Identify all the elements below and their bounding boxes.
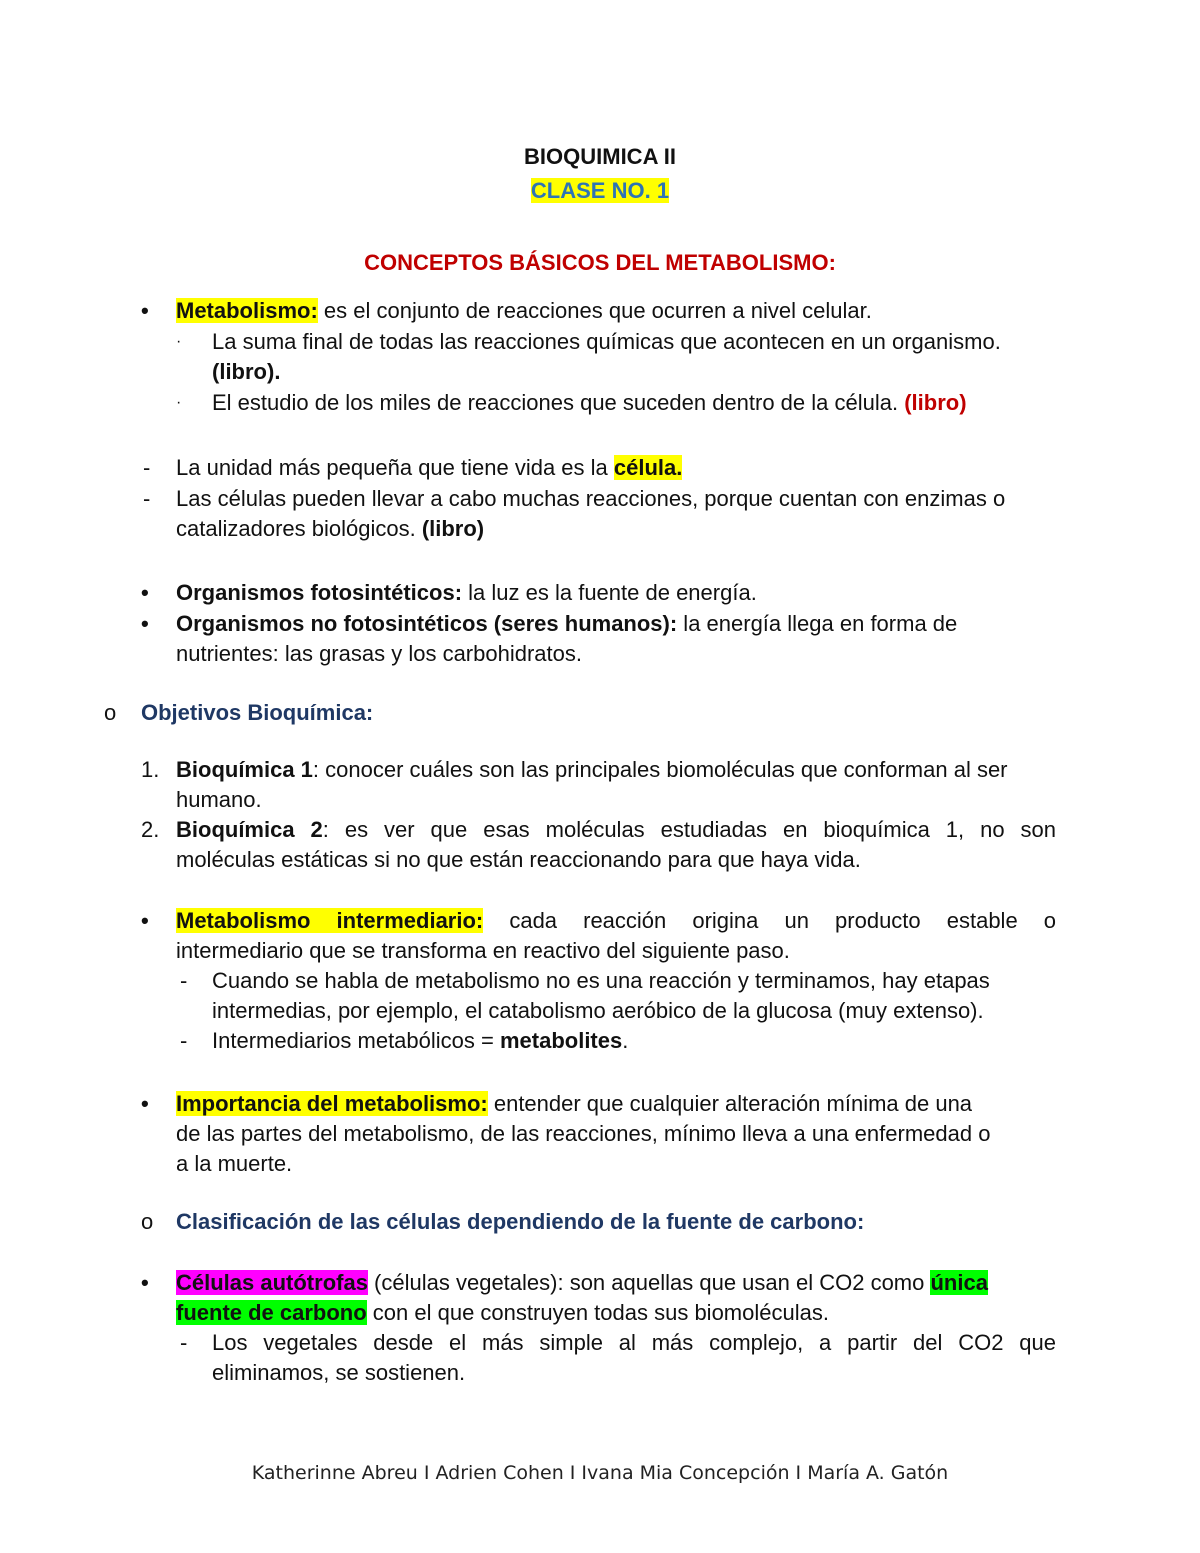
- metabolismo-def: es el conjunto de reacciones que ocurren a nivel celular.: [317, 298, 872, 323]
- objetivo-2-text: : es ver que esas moléculas estudiadas en bioquímica 1, no son: [322, 817, 1056, 842]
- metabolismo-sub2-text: El estudio de los miles de reacciones que suceden dentro de la célula.: [212, 390, 905, 415]
- bullet-marker: •: [141, 908, 149, 933]
- no-fotosinteticos-line2: nutrientes: las grasas y los carbohidratos.: [176, 641, 582, 666]
- bullet-marker: •: [141, 580, 149, 605]
- autotrofas-line1: [176, 1268, 988, 1298]
- dash-marker: -: [143, 455, 151, 480]
- metabolismo-sub1-line2: (libro).: [212, 359, 281, 384]
- dash-marker: -: [180, 968, 188, 993]
- autotrofas-s1-line1: Los vegetales desde el más simple al más complejo, a partir del CO2 que: [212, 1330, 1056, 1355]
- autotrofas-term: Células autótrofas: [176, 1270, 368, 1295]
- fotosinteticos-def: la luz es la fuente de energía.: [462, 580, 757, 605]
- objetivo-2-line1: [176, 815, 1056, 845]
- autotrofas-text1: (células vegetales): son aquellas que usan el CO2 como: [367, 1270, 931, 1295]
- intermediario-s2-text: Intermediarios metabólicos =: [212, 1028, 500, 1053]
- dash-marker: -: [180, 1028, 188, 1053]
- no-fotosinteticos-def: la energía llega en forma de: [677, 611, 958, 636]
- celula-d2-line1: Las células pueden llevar a cabo muchas reacciones, porque cuentan con enzimas o: [176, 486, 1006, 511]
- intermediario-line1: [176, 906, 1056, 936]
- bullet-marker: •: [141, 298, 149, 323]
- autotrofas-line2: [176, 1298, 829, 1328]
- objetivo-1-term: Bioquímica 1: [176, 757, 313, 782]
- dash-marker: -: [180, 1330, 188, 1355]
- metabolismo-sub2: [212, 388, 967, 418]
- objetivo-1-line2: humano.: [176, 787, 262, 812]
- bullet-marker: •: [141, 1270, 149, 1295]
- autotrofas-s1-line2: eliminamos, se sostienen.: [212, 1360, 466, 1385]
- importancia-line1: [176, 1089, 972, 1119]
- intermediario-s1-line1: Cuando se habla de metabolismo no es una reacción y terminamos, hay etapas: [212, 968, 990, 993]
- importancia-term: Importancia del metabolismo:: [176, 1091, 488, 1116]
- intermediario-s1-line2: intermedias, por ejemplo, el catabolismo aeróbico de la glucosa (muy extenso).: [212, 998, 984, 1023]
- document-title: BIOQUIMICA II: [524, 144, 676, 169]
- metabolismo-sub2-ref: (libro): [904, 390, 967, 415]
- metabolites-term: metabolites: [499, 1028, 623, 1053]
- intermediario-s2: [212, 1026, 628, 1056]
- objetivo-1-text: : conocer cuáles son las principales biomoléculas que conforman al ser: [312, 757, 1008, 782]
- celula-d1-text: La unidad más pequeña que tiene vida es la: [176, 455, 614, 480]
- objetivo-1-line1: [176, 755, 1008, 785]
- section-title: CONCEPTOS BÁSICOS DEL METABOLISMO:: [364, 250, 836, 275]
- bullet-marker: •: [141, 611, 149, 636]
- celula-d2-ref: (libro): [421, 516, 485, 541]
- objetivo-2-term: Bioquímica 2: [176, 817, 323, 842]
- clasificacion-heading: Clasificación de las células dependiendo de la fuente de carbono:: [176, 1209, 865, 1234]
- metabolismo-term: Metabolismo:: [176, 298, 318, 323]
- autotrofas-text2: con el que construyen todas sus biomoléculas.: [366, 1300, 829, 1325]
- page-footer-authors: Katherinne Abreu I Adrien Cohen I Ivana Mia Concepción I María A. Gatón: [251, 1462, 949, 1484]
- celula-dash1: [176, 453, 682, 483]
- intermediario-term: Metabolismo intermediario:: [176, 908, 484, 933]
- dot-marker: ·: [176, 394, 182, 411]
- circle-marker: o: [104, 700, 117, 725]
- class-number-line: [0, 176, 1200, 206]
- number-marker: 1.: [141, 757, 160, 782]
- intermediario-s2-end: .: [622, 1028, 629, 1053]
- importancia-line2: de las partes del metabolismo, de las reacciones, mínimo lleva a una enfermedad o: [176, 1121, 991, 1146]
- fotosinteticos-term: Organismos fotosintéticos:: [176, 580, 463, 605]
- dash-marker: -: [143, 486, 151, 511]
- celula-d2-line2: [176, 514, 484, 544]
- celula-d2-text: catalizadores biológicos.: [176, 516, 422, 541]
- fotosinteticos-item: [176, 578, 757, 608]
- importancia-text: entender que cualquier alteración mínima de una: [487, 1091, 973, 1116]
- class-number: CLASE NO. 1: [530, 178, 670, 203]
- dot-marker: ·: [176, 333, 182, 350]
- celula-term: célula.: [613, 455, 683, 480]
- no-fotosinteticos-term: Organismos no fotosintéticos (seres humanos):: [176, 611, 678, 636]
- circle-marker: o: [141, 1209, 154, 1234]
- intermediario-line2: intermediario que se transforma en reactivo del siguiente paso.: [176, 938, 790, 963]
- number-marker: 2.: [141, 817, 160, 842]
- metabolismo-sub1-line1: La suma final de todas las reacciones químicas que acontecen en un organismo.: [212, 329, 1001, 354]
- importancia-line3: a la muerte.: [176, 1151, 293, 1176]
- bullet-marker: •: [141, 1091, 149, 1116]
- intermediario-text: cada reacción origina un producto estable o: [483, 908, 1056, 933]
- metabolismo-item: [176, 296, 872, 326]
- unica-highlight: única: [930, 1270, 988, 1295]
- no-fotosinteticos-item: [176, 609, 957, 639]
- objetivos-heading: Objetivos Bioquímica:: [141, 700, 374, 725]
- objetivo-2-line2: moléculas estáticas si no que están reaccionando para que haya vida.: [176, 847, 861, 872]
- fuente-carbono-highlight: fuente de carbono: [176, 1300, 367, 1325]
